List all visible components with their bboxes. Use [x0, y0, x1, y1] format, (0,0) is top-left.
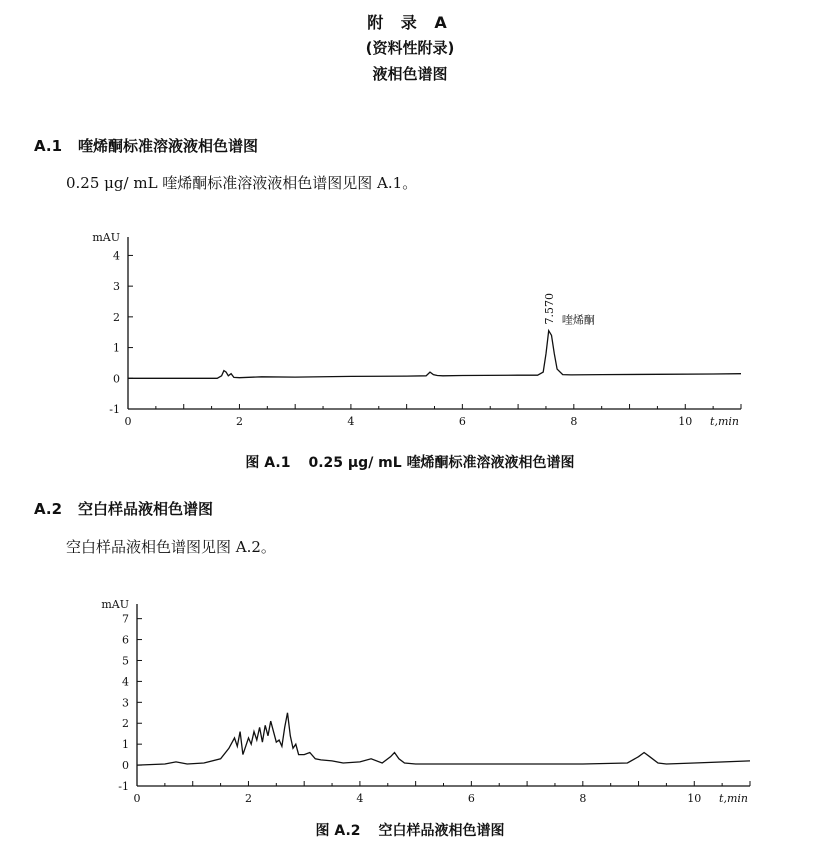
figure-number: 图 A.1 [245, 455, 291, 471]
x-tick-label: 0 [133, 792, 141, 805]
chromatogram-a1 [0, 225, 820, 465]
appendix-name: 液相色谱图 [372, 65, 448, 83]
x-tick-label: 10 [678, 415, 693, 428]
figure-number: 图 A.2 [315, 823, 361, 839]
peak-compound-label: 喹烯酮 [561, 313, 595, 327]
x-tick-label: 8 [579, 792, 587, 805]
y-axis-label: mAU [101, 598, 129, 611]
y-tick-label: 2 [122, 717, 129, 731]
x-tick-label: 0 [124, 415, 132, 428]
y-tick-label: 3 [122, 696, 129, 710]
y-tick-label: 2 [113, 310, 120, 324]
figure-caption-text: 0.25 μg/ mL 喹烯酮标准溶液液相色谱图 [308, 455, 575, 471]
x-axis-label: t,min [710, 415, 739, 428]
section-number: A.2 [34, 500, 63, 518]
y-tick-label: 4 [113, 249, 120, 263]
chromatogram-a2 [0, 592, 820, 822]
chromatogram-trace [137, 713, 750, 765]
x-tick-label: 2 [235, 415, 243, 428]
section-title: 喹烯酮标准溶液液相色谱图 [78, 137, 259, 155]
x-tick-label: 10 [687, 792, 702, 805]
section-a2-heading [34, 498, 213, 519]
x-tick-label: 4 [347, 415, 355, 428]
figure-caption-text: 空白样品液相色谱图 [378, 823, 505, 839]
y-tick-label: 5 [122, 654, 129, 668]
section-a1-heading [34, 135, 258, 156]
figure-a1-caption [0, 452, 820, 472]
y-tick-label: 4 [122, 675, 129, 689]
section-number: A.1 [34, 137, 63, 155]
section-a2-text: 空白样品液相色谱图见图 A.2。 [66, 538, 276, 556]
y-tick-label: 3 [113, 280, 120, 294]
x-tick-label: 8 [570, 415, 578, 428]
y-tick-label: 6 [122, 633, 129, 647]
x-tick-label: 4 [356, 792, 364, 805]
x-tick-label: 2 [244, 792, 252, 805]
section-title: 空白样品液相色谱图 [78, 500, 214, 518]
x-tick-label: 6 [467, 792, 475, 805]
appendix-title: 附 录 A [367, 13, 453, 32]
y-tick-label: -1 [118, 780, 129, 793]
y-axis-label: mAU [92, 231, 120, 244]
chromatogram-trace [128, 331, 741, 379]
y-tick-label: -1 [109, 403, 120, 416]
y-tick-label: 0 [113, 372, 120, 386]
x-axis-label: t,min [719, 792, 748, 805]
y-tick-label: 7 [122, 612, 129, 626]
figure-a2-caption [0, 820, 820, 840]
y-tick-label: 1 [113, 341, 120, 355]
peak-retention-time-label: 7.570 [542, 293, 556, 325]
section-a1-text: 0.25 μg/ mL 喹烯酮标准溶液液相色谱图见图 A.1。 [66, 174, 418, 192]
y-tick-label: 1 [122, 738, 129, 752]
appendix-note: (资料性附录) [365, 39, 455, 57]
y-tick-label: 0 [122, 759, 129, 773]
x-tick-label: 6 [458, 415, 466, 428]
